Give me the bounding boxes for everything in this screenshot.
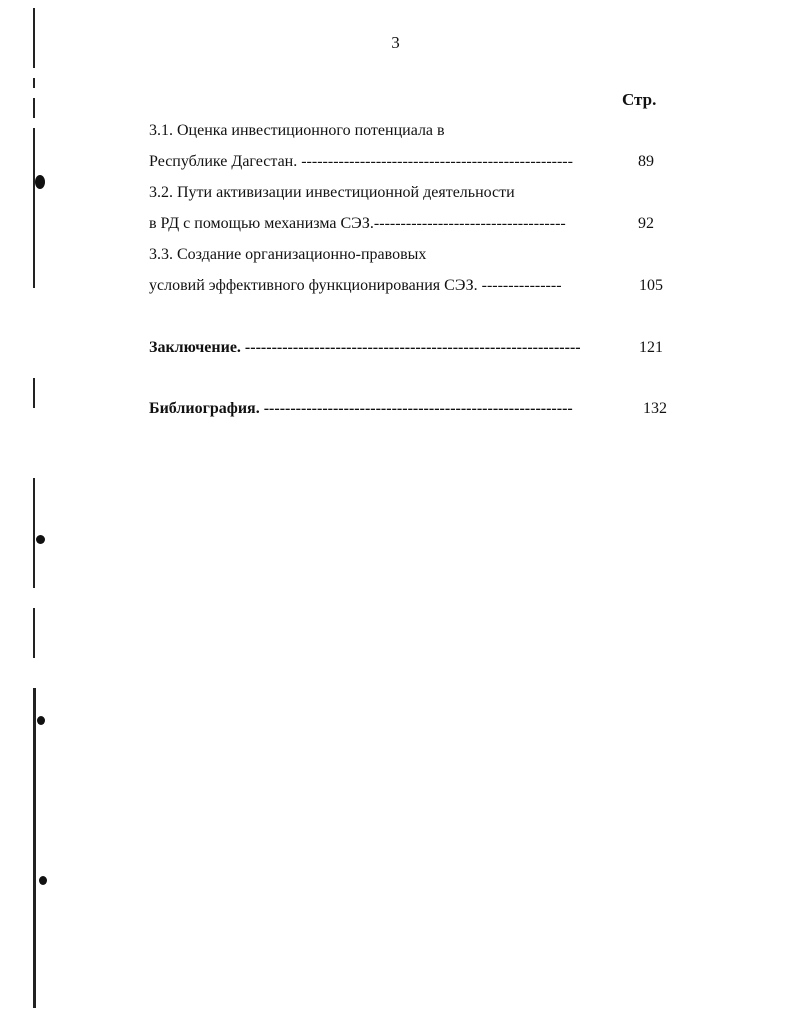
- scan-blot: [36, 535, 45, 544]
- toc-entry-title: 3.2. Пути активизации инвестиционной деятельности: [149, 184, 515, 201]
- page-column-header: Стр.: [622, 90, 657, 109]
- toc-entry-title: условий эффективного функционирования СЭЗ. ---------------: [149, 277, 562, 294]
- toc-entry-title: в РД с помощью механизма СЭЗ.------------------------------------: [149, 215, 566, 232]
- scan-binding-edge: [33, 8, 35, 1018]
- toc-entry-page: 121: [639, 339, 663, 356]
- page-number: 3: [391, 33, 400, 52]
- toc-entry-page: 132: [643, 400, 667, 417]
- scan-blot: [35, 175, 45, 189]
- toc-entry-page: 105: [639, 277, 663, 294]
- toc-entry-title: Республике Дагестан. ---------------------------------------------------: [149, 153, 573, 170]
- toc-entry-page: 92: [638, 215, 654, 232]
- toc-entry-title: Заключение. ---------------------------------------------------------------: [149, 339, 581, 356]
- toc-entry-page: 89: [638, 153, 654, 170]
- toc-entry-title: Библиография. ----------------------------------------------------------: [149, 400, 573, 417]
- scan-blot: [39, 876, 47, 885]
- toc-entry-title: 3.1. Оценка инвестиционного потенциала в: [149, 122, 445, 139]
- toc-entry-title: 3.3. Создание организационно-правовых: [149, 246, 427, 263]
- scan-blot: [37, 716, 45, 725]
